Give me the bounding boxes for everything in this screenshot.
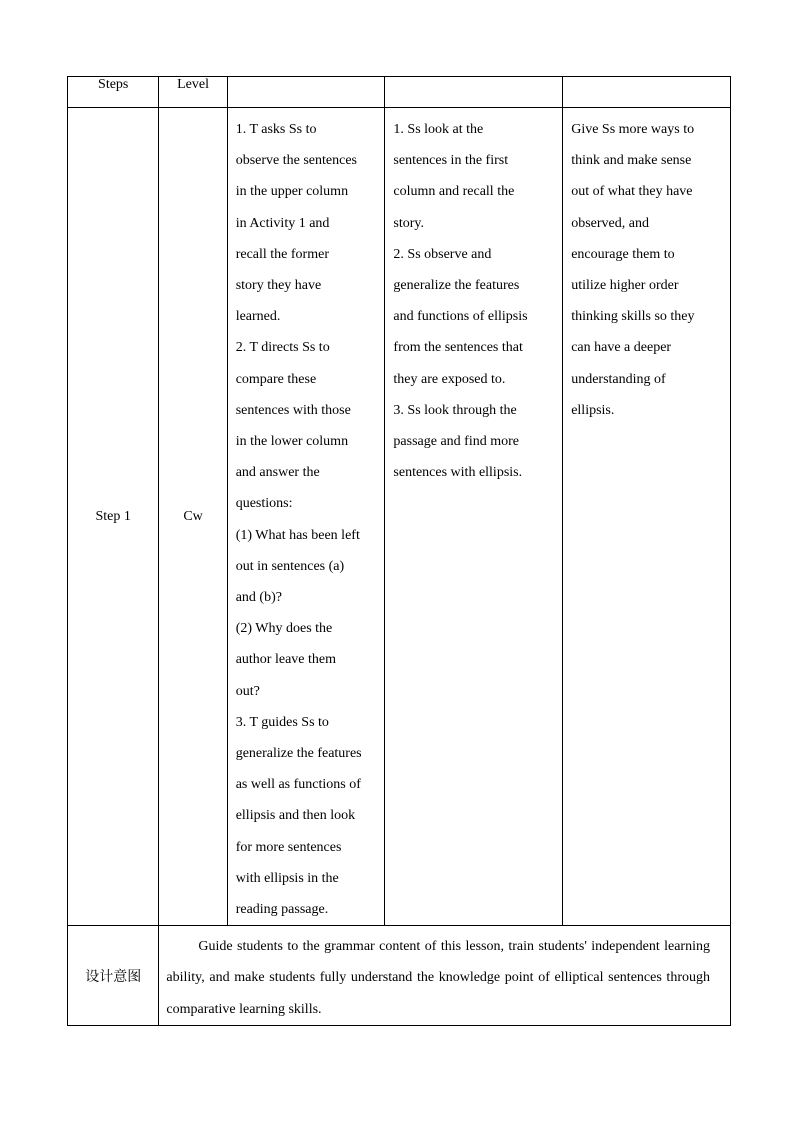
design-text-cell (159, 926, 731, 1026)
teacher-activity-text (228, 108, 385, 925)
text-line: think and make sense (571, 153, 692, 169)
header-row (68, 77, 731, 108)
text-line: 3. Ss look through the (393, 402, 517, 418)
text-line: observed, and (571, 215, 649, 231)
text-line: (1) What has been left (235, 527, 360, 543)
text-line: encourage them to (571, 246, 675, 262)
text-line: generalize the features (393, 278, 520, 294)
step-row (68, 108, 731, 926)
text-line: out of what they have (571, 184, 693, 200)
text-line: 1. T asks Ss to (235, 122, 317, 137)
text-line: thinking skills so they (571, 309, 695, 325)
text-line: author leave them (235, 652, 336, 668)
text-line: in the upper column (235, 184, 349, 200)
purpose-text (563, 108, 730, 426)
text-line: recall the former (235, 246, 329, 262)
text-line: (2) Why does the (235, 621, 333, 637)
header-col4 (385, 77, 563, 108)
text-line: for more sentences (235, 839, 342, 855)
text-line: observe the sentences (235, 153, 357, 169)
text-line: Give Ss more ways to (571, 122, 695, 137)
text-line: with ellipsis in the (235, 870, 339, 886)
text-line: utilize higher order (571, 278, 679, 294)
text-line: 2. Ss observe and (393, 246, 492, 262)
text-line: they are exposed to. (393, 371, 506, 387)
teacher-activity-cell (227, 108, 385, 926)
design-text: Guide students to the grammar content of this lesson, train students' independent learning ability, and make students fully understand the knowledge point of elliptical sentences through comparative learning skills. (166, 939, 710, 1017)
text-line: from the sentences that (393, 340, 523, 356)
text-line: in Activity 1 and (235, 215, 330, 231)
text-line: questions: (235, 496, 293, 512)
text-line: learned. (235, 309, 281, 325)
text-line: and functions of ellipsis (393, 309, 528, 325)
text-line: understanding of (571, 371, 666, 387)
student-activity-cell (385, 108, 563, 926)
level-cell: Cw (159, 108, 227, 926)
text-line: sentences with those (235, 402, 351, 418)
text-line: 1. Ss look at the (393, 122, 484, 137)
header-col5 (563, 77, 731, 108)
text-line: passage and find more (393, 434, 519, 450)
header-level: Level (159, 77, 227, 108)
step-cell: Step 1 (68, 108, 159, 926)
text-line: and answer the (235, 465, 320, 481)
lesson-plan-table (67, 76, 731, 1026)
text-line: generalize the features (235, 746, 362, 762)
text-line: and (b)? (235, 590, 282, 606)
text-line: can have a deeper (571, 340, 672, 356)
text-line: sentences with ellipsis. (393, 465, 523, 481)
text-line: 3. T guides Ss to (235, 714, 329, 730)
text-line: as well as functions of (235, 777, 361, 793)
text-line: column and recall the (393, 184, 515, 200)
text-line: in the lower column (235, 434, 349, 450)
text-line: ellipsis and then look (235, 808, 356, 824)
design-row (68, 926, 731, 1026)
text-line: out? (235, 683, 260, 699)
header-steps: Steps (68, 77, 159, 108)
purpose-cell (563, 108, 731, 926)
design-label: 设计意图 (68, 926, 159, 1026)
text-line: story they have (235, 278, 322, 294)
text-line: ellipsis. (571, 402, 615, 418)
text-line: story. (393, 215, 424, 231)
header-col3 (227, 77, 385, 108)
text-line: reading passage. (235, 902, 329, 918)
text-line: 2. T directs Ss to (235, 340, 330, 356)
student-activity-text (385, 108, 562, 488)
text-line: sentences in the first (393, 153, 509, 169)
text-line: out in sentences (a) (235, 558, 345, 574)
text-line: compare these (235, 371, 317, 387)
